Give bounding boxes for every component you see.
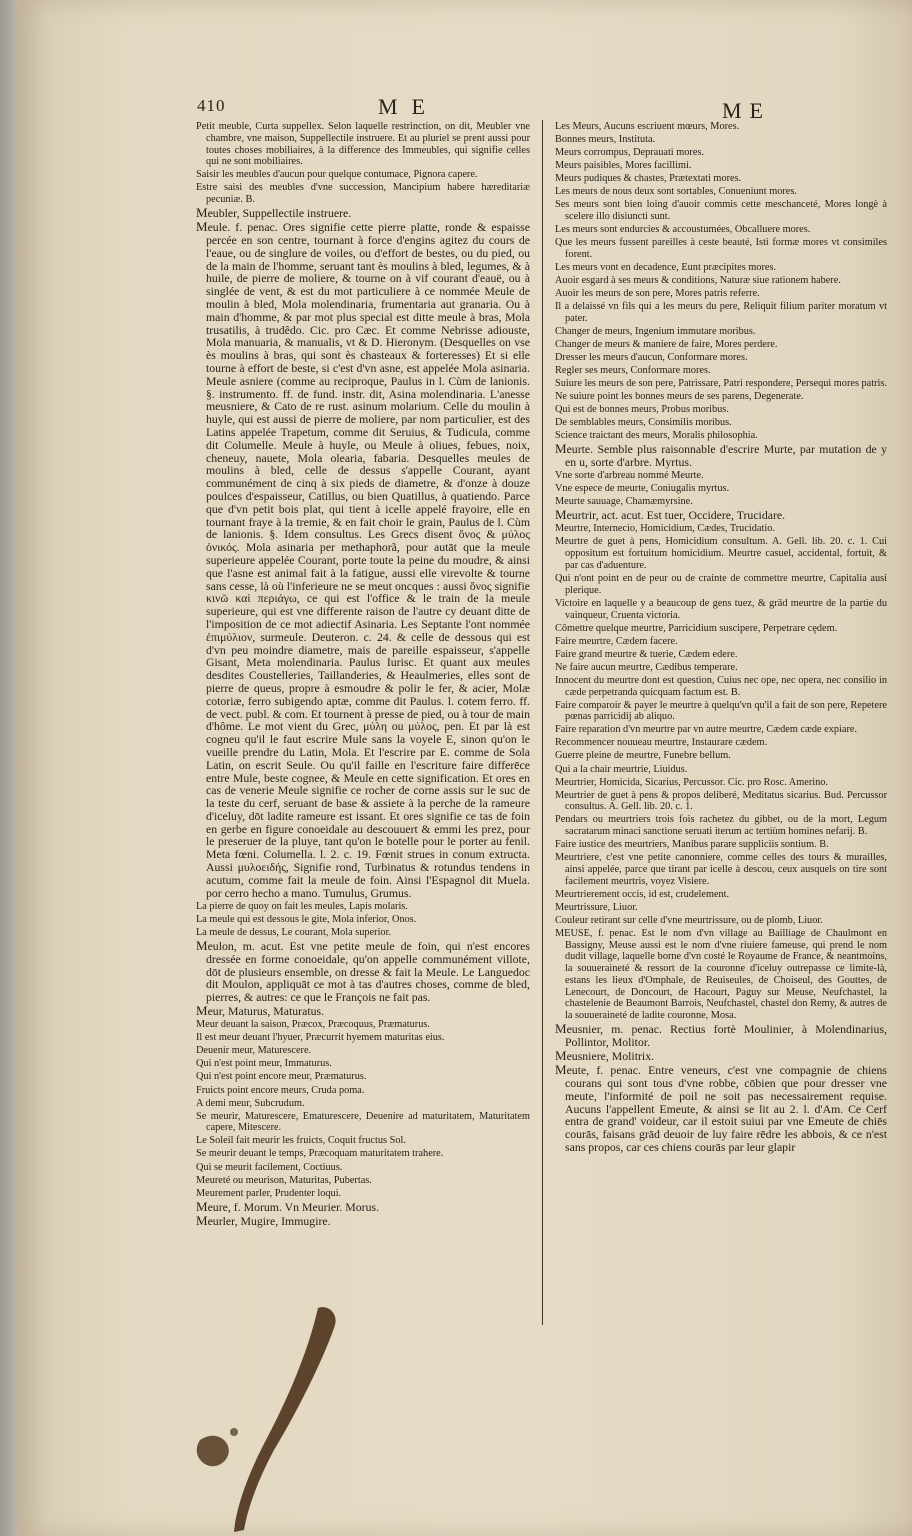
left-column	[196, 121, 530, 1229]
dictionary-entry: Le Soleil fait meurir les fruicts, Coquit fructus Sol.	[196, 1135, 406, 1147]
dictionary-entry: Meusniere, Molitrix.	[555, 1048, 655, 1064]
dictionary-entry: Ne suiure point les bonnes meurs de ses parens, Degenerate.	[555, 391, 804, 403]
dictionary-entry: Qui se meurit facilement, Coctiuus.	[196, 1161, 343, 1173]
dictionary-entry: Pendars ou meurtriers trois fois rachetez du gibbet, ou de la mort, Legum sacratarum minaci sanctione seruati iterum ac tertiùm homines nefarij. B.	[555, 814, 887, 838]
dictionary-entry: Regler ses meurs, Conformare mores.	[555, 365, 711, 376]
dictionary-entry: Se meurir deuant le temps, Præcoquam maturitatem trahere.	[196, 1148, 444, 1160]
column-divider	[542, 120, 543, 1325]
dictionary-entry: Recommencer nouueau meurtre, Instaurare cædem.	[555, 737, 768, 749]
dictionary-entry: Les Meurs, Aucuns escriuent mœurs, Mores.	[555, 121, 740, 132]
dictionary-entry: La pierre de quoy on fait les meules, Lapis molaris.	[196, 900, 408, 912]
dictionary-entry: Il est meur deuant l'hyuer, Præcurrit hyemem maturitas eius.	[196, 1032, 445, 1044]
dictionary-entry: Meurler, Mugire, Immugire.	[196, 1212, 331, 1228]
dictionary-entry: Il a delaissé vn fils qui a les meurs du pere, Reliquit filium pariter moratum vt pater.	[555, 301, 887, 324]
dictionary-entry: Qui est de bonnes meurs, Probus moribus.	[555, 404, 729, 416]
dictionary-entry: Vne sorte d'arbreau nommé Meurte.	[555, 470, 704, 482]
dictionary-entry: Faire iustice des meurtriers, Manibus parare suppliciis sontium. B.	[555, 839, 829, 851]
ink-stain	[190, 1300, 390, 1536]
dictionary-entry: Meulon, m. acut. Est vne petite meule de foin, qui n'est encores dressée en forme conoeidale, qu'on appelle communément villote, dōt de plusieurs ensemble, on dresse & fait la Meule. Le Languedoc dit Moulon, appliquāt ce mot à tas d'autres choses, comme de bled, pierres, & autres: ce que le François ne fait pas.	[196, 937, 530, 1005]
dictionary-entry: Estre saisi des meubles d'vne succession, Mancipium habere hæreditariæ pecuniæ. B.	[196, 182, 530, 206]
dictionary-entry: La meule de dessus, Le courant, Mola superior.	[196, 926, 392, 938]
dictionary-entry: Les meurs sont endurcies & accoustumées, Obcalluere mores.	[555, 224, 811, 236]
dictionary-entry: Ses meurs sont bien loing d'auoir commis cette meschanceté, Mores longè à scelere illo disiuncti sunt.	[555, 199, 887, 223]
dictionary-entry: Auoir esgard à ses meurs & conditions, Naturæ siue rationem habere.	[555, 274, 841, 286]
dictionary-entry: Meurte. Semble plus raisonnable d'escrire Murte, par mutation de y en u, sorte d'arbre. Myrtus.	[555, 441, 887, 470]
dictionary-entry: Meurtrir, act. acut. Est tuer, Occidere, Trucidare.	[555, 507, 786, 523]
dictionary-entry: Meute, f. penac. Entre veneurs, c'est vne compagnie de chiens courans qui sont tous d'vne robbe, cōbien que pour dresser vne meute, l'informité de poil ne soit pas necessairement requise. Aucuns l'appellent Emeute, & ainsi se lit au 2. l. d'Am. Ce Cerf entra de grand' voideur, car il estoit suiui par vne Emeute de chiēs courās, faisans grād deuoir de luy faire rēdre les abbois, & ce n'est sans propos, car ces chiens courās par leur glapir	[555, 1062, 887, 1154]
dictionary-entry: Meubler, Suppellectile instruere.	[196, 205, 352, 221]
dictionary-entry: Couleur retirant sur celle d'vne meurtrissure, ou de plomb, Liuor.	[555, 914, 823, 926]
dictionary-entry: Meurtrierement occis, id est, crudelement.	[555, 888, 730, 900]
dictionary-entry: Qui n'est point encore meur, Præmaturus.	[196, 1071, 367, 1083]
dictionary-entry: Qui a la chair meurtrie, Liuidus.	[555, 763, 688, 775]
dictionary-entry: Les meurs vont en decadence, Eunt præcipites mores.	[555, 261, 777, 273]
dictionary-entry: Meurement parler, Prudenter loqui.	[196, 1187, 342, 1199]
dictionary-entry: Meureté ou meurison, Maturitas, Pubertas.	[196, 1174, 372, 1186]
dictionary-entry: Cōmettre quelque meurtre, Parricidium suscipere, Perpetrare cędem.	[555, 622, 838, 634]
dictionary-entry: A demi meur, Subcrudum.	[196, 1097, 305, 1109]
dictionary-entry: De semblables meurs, Consimilis moribus.	[555, 417, 732, 429]
dictionary-entry: Faire reparation d'vn meurtre par vn autre meurtre, Cædem cæde expiare.	[555, 724, 858, 736]
dictionary-entry: Faire meurtre, Cædem facere.	[555, 635, 678, 647]
dictionary-entry: Qui n'est point meur, Immaturus.	[196, 1058, 332, 1070]
dictionary-entry: Que les meurs fussent pareilles à ceste beauté, Isti formæ mores vt consimiles forent.	[555, 237, 887, 260]
dictionary-entry: Changer de meurs & maniere de faire, Mores perdere.	[555, 338, 778, 350]
dictionary-entry: Suiure les meurs de son pere, Patrissare, Patri respondere, Persequi mores patris.	[555, 378, 887, 390]
right-column	[555, 121, 887, 1155]
dictionary-entry: La meule qui est dessous le gite, Mola inferior, Onos.	[196, 913, 417, 925]
dictionary-entry: Meurtrissure, Liuor.	[555, 901, 638, 913]
dictionary-entry: Vne espece de meurte, Coniugalis myrtus.	[555, 483, 730, 495]
dictionary-entry: Fruicts point encore meurs, Cruda poma.	[196, 1084, 365, 1096]
dictionary-entry: Faire grand meurtre & tuerie, Cædem edere.	[555, 648, 738, 660]
dictionary-entry: Meurs paisibles, Mores facillimi.	[555, 160, 692, 172]
dictionary-entry: MEUSE, f. penac. Est le nom d'vn village au Bailliage de Chaulmont en Bassigny, Meuse aussi est le nom d'vne riuiere fameuse, qui prend le nom dudit village, laquelle borne d'vn costé le Royaume de France, & neantmoins, la souueraineté & ressort de la couronne d'iceluy outrepasse ce limite-là, estans les lieux d'Omphale, de Reuiseules, de Choiseul, des Gouttes, de Lenecourt, de Doncourt, de Hacourt, Paguy sur Meuse, Neufchastel, la chastelenie de Beaumont Barrois, Neufchastel, chastel don Remy, & autres de la souueraineté de ladite couronne, Mosa.	[555, 927, 887, 1022]
dictionary-entry: Victoire en laquelle y a beaucoup de gens tuez, & grād meurtre de la partie du vainqueur, Cruenta victoria.	[555, 597, 887, 621]
dictionary-entry: Dresser les meurs d'aucun, Conformare mores.	[555, 351, 748, 363]
dictionary-entry: Se meurir, Maturescere, Ematurescere, Deuenire ad maturitatem, Maturitatem capere, Mitescere.	[196, 1110, 530, 1134]
dictionary-entry: Meurtriere, c'est vne petite canonniere, comme celles des tours & murailles, ainsi appelée, parce que tirant par icelle à descou, ceux ausquels on tire sont facilement meurtris, voyez Visiere.	[555, 852, 887, 887]
dictionary-entry: Meusnier, m. penac. Rectius fortè Moulinier, à Molendinarius, Pollintor, Molitor.	[555, 1021, 887, 1050]
dictionary-entry: Qui n'ont point en de peur ou de crainte de commettre meurtre, Capitalia ausi plerique.	[555, 573, 887, 596]
dictionary-entry: Meule. f. penac. Ores signifie cette pierre platte, ronde & espaisse percée en son centre, tournant à force d'engins agitez du cours de l'eaue, ou de singlure de voiles, ou d'effort de bestes, ou du pied, ou de la main de l'homme, seruant tant ès moulins à bled, legumes, & à huile, de pierre de moliere, & tourne on à vif courant d'eauë, ou à singlée de vent, & est du mot particuliere à ce nommée Meule de moulin à bled, Mola molendinaria, frumentaria aut granaria. Ou à main d'homme, & par mot plus special est ditte meule à bras, Mola trusatilis, à trudêdo. Cic. pro Cæc. Et comme Nebrisse adiouste, Mola manuaria, & manualis, vt & D. Hieronym. (Desquelles on vse ès moulins à bras, qui sont ès chasteaux & forteresses) Et si elle tourne à effort de beste, si c'est d'vn asne, est appelée Mola asinaria. Meule asniere (comme au reciproque, Paulus in l. Cùm de lanionis. §. instrumento. ff. de fund. instr. dit, Asina molendinaria. L'anesse meusniere, & Cato de re rust. asinum molarium. Celle du moulin à huyle, qui est aussi de pierre de moliere, par nom particulier, est des Latins appelée Trapetum, comme dit Seruius, & Tudicula, comme dit Columelle. Meule à huyle, ou Meule à oliues, febues, noix, cheneuy, nauete, Mola olearia, fabaria. Desquelles meules de moulins à bled, celle de dessus s'appelle Courant, ayant communément de cinq à six pieds de diametre, & d'onze à douze poulces d'espaisseur, Catillus, ou bien Quatillus, à quatiendo. Parce que d'vn petit bois plat, qui tient à icelle appelé frayoire, elle en tournant fraye à la tremie, & en fait choir le grain, Paulus de l. Cùm de lanionis. §. Idem consultus. Les Grecs disent ὄνος & μύλος ὀνικός. Mola asinaria per methaphorã, pour autāt que la meule superieure appelée Courant, porte toute la peine du moudre, & ainsi que l'asne est animal fait à la fatigue, aussi elle virevolte & tourne sans cesse, là où l'inferieure ne se meut oncques : aussi ὄνος signifie κινῶ καὶ περιάγω, ce qui est l'office & le train de la meule superieure, qui est vne differente raison de l'autre cy deuant ditte de l'imposition de ce mot adiectif Asinaria. Les Septante l'ont nommée ἐπιμύλιον, surmeule. Deuteron. c. 24. & celle de dessous qui est d'vn peu moindre diametre, mais de pareille espaisseur, s'appelle Gisant, Meta molendinaria. Paulus Iurisc. Et quant aux meules desdites Coustelleries, Taillanderies, & Heaulmeries, elles sont de pierre de queus, propre à esmoudre & polir le fer, & acier, Molæ cotoriæ, ferro subigendo aptæ, comme dit Paulus. l. cotem ferro. ff. de vect. publ. & com. Et tournent à presse de pied, ou à tour de main d'hôme. Le mot vient du Grec, μύλη ou μύλος, pen. Et par là est cogneu qu'il le faut escrire Mule sans la voyele E, sinon qu'on le vueille prendre du Latin, Mola. Et l'escrire par E. comme de Sola Latin, on escrit Seule. Ou qu'il faille en l'escriture faire differēce entre Mule, beste cognee, & Meule en cette signification. Et ores en cas de venerie Meule signifie ce rocher de corne assis sur le suc de la teste du cerf, seruant de base & assiete à la perche de la rameure d'iceluy, dōt ladite rameure est issant. Et ores signifie ce tas de foin en gerbe en figure conoeidale au descouuert & emmi les prez, pour le preseruer de la pluye, tant qu'on le botelle pour le porter au fenil. Meta fœni. Columella. l. 2. c. 19. Fœnit strues in conum extructa. Aussi μυλοειδής, Signifie rond, Turbinatus & rotundus tendens in acutum, comme fait la meule de foin. Ainsi l'Espagnol dit Muela. por cerro hecho a mano. Tumulus, Grumus.	[196, 219, 530, 900]
dictionary-entry: Faire comparoir & payer le meurtre à quelqu'vn qu'il a fait de son pere, Repetere pœnas parricidij ab aliquo.	[555, 699, 887, 723]
page-number: 410	[197, 96, 226, 115]
dictionary-entry: Meurtre, Internecio, Homicidium, Cædes, Trucidatio.	[555, 523, 775, 535]
dictionary-entry: Science traictant des meurs, Moralis philosophia.	[555, 430, 758, 442]
dictionary-entry: Auoir les meurs de son pere, Mores patris referre.	[555, 288, 760, 300]
binding-gutter	[0, 0, 18, 1536]
dictionary-entry: Petit meuble, Curta suppellex. Selon laquelle restrinction, on dit, Meubler vne chambre, vne maison, Suppellectile instruere. Et au pluriel se prent aussi pour toutes choses mobiliaires, à la difference des Immeubles, qui signifie celles qui ne sont mobiliaires.	[196, 121, 530, 168]
dictionary-entry: Meurtrier de guet à pens & propos deliberé, Meditatus sicarius. Bud. Percussor consultus. A. Gell. lib. 20. c. 1.	[555, 789, 887, 813]
dictionary-entry: Meurtre de guet à pens, Homicidium consultum. A. Gell. lib. 20. c. 1. Cui oppositum est fortuitum homicidium. Meurtre casuel, accidental, fortuit, & par cas d'aduenture.	[555, 536, 887, 571]
dictionary-entry: Meurs corrompus, Deprauati mores.	[555, 147, 704, 159]
dictionary-entry: Ne faire aucun meurtre, Cædibus temperare.	[555, 661, 738, 673]
running-head-left: ME	[378, 94, 439, 119]
dictionary-entry: Meur deuant la saison, Præcox, Præcoquus, Præmaturus.	[196, 1019, 430, 1031]
dictionary-entry: Les meurs de nous deux sont sortables, Conueniunt mores.	[555, 186, 797, 198]
dictionary-entry: Bonnes meurs, Instituta.	[555, 134, 656, 146]
dictionary-entry: Meure, f. Morum. Vn Meurier. Morus.	[196, 1198, 380, 1214]
running-head-right: ME	[722, 98, 771, 123]
dictionary-entry: Meur, Maturus, Maturatus.	[196, 1003, 325, 1019]
dictionary-entry: Guerre pleine de meurtre, Funebre bellum.	[555, 750, 731, 762]
dictionary-entry: Saisir les meubles d'aucun pour quelque contumace, Pignora capere.	[196, 169, 478, 181]
dictionary-entry: Meurtrier, Homicida, Sicarius, Percussor. Cic. pro Rosc. Amerino.	[555, 776, 828, 788]
dictionary-entry: Changer de meurs, Ingenium immutare moribus.	[555, 325, 756, 337]
dictionary-entry: Innocent du meurtre dont est question, Cuius nec ope, nec opera, nec consilio in cæde perpetranda quicquam factum est. B.	[555, 674, 887, 698]
dictionary-entry: Deuenir meur, Maturescere.	[196, 1045, 312, 1057]
dictionary-entry: Meurte sauuage, Chamæmyrsine.	[555, 496, 693, 508]
dictionary-entry: Meurs pudiques & chastes, Prætextati mores.	[555, 173, 742, 185]
